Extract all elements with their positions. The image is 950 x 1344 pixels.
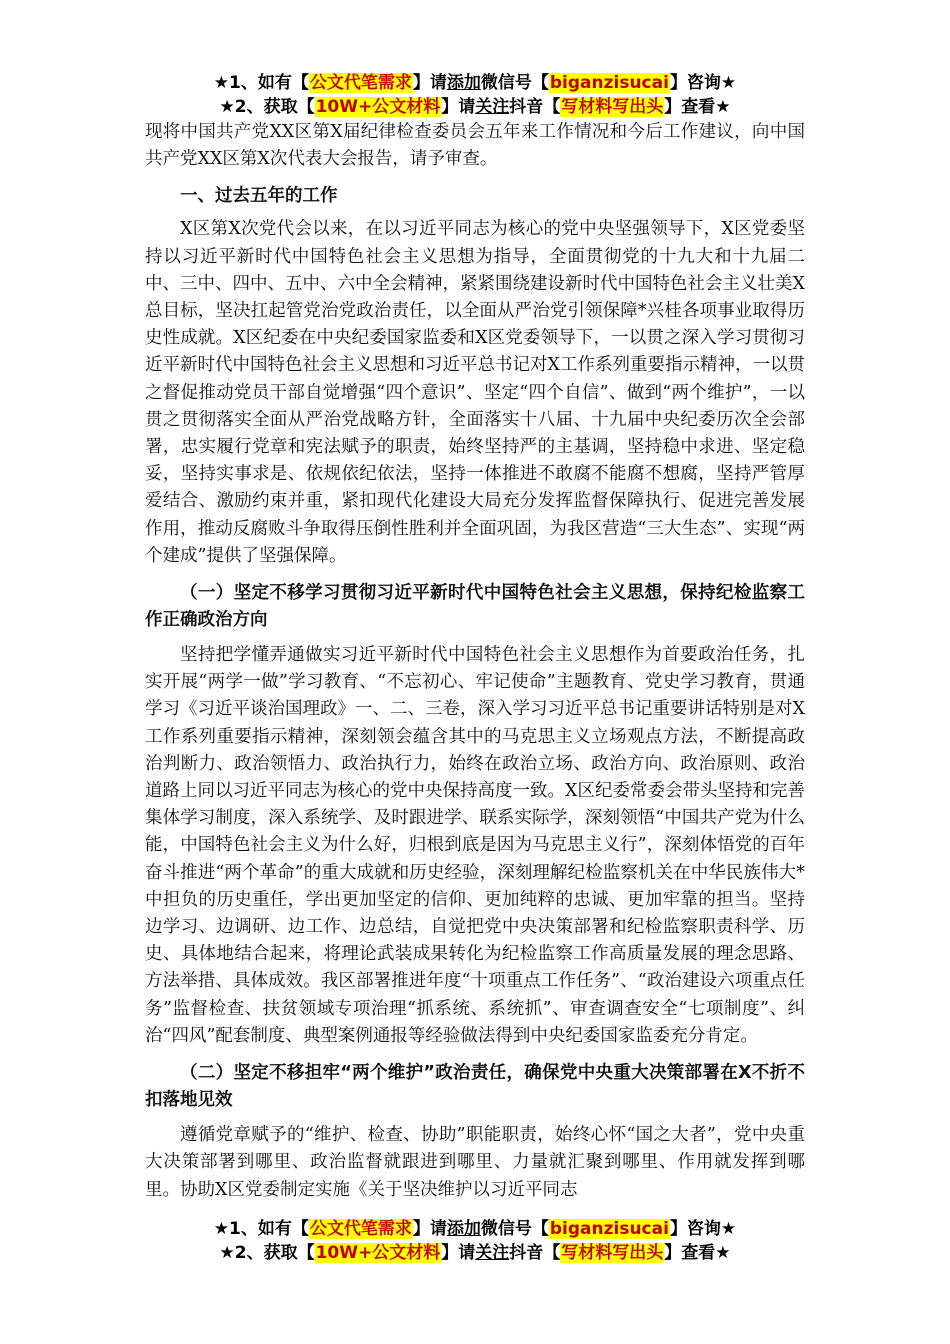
banner-text: 】请 [441,97,476,117]
banner-highlight: 10W+公文材料 [315,97,441,117]
banner-text: 】请 [412,1219,447,1239]
banner-underline: 添加 [446,73,481,93]
banner-text: 】请 [441,1243,476,1263]
banner-highlight: 公文代笔需求 [309,1219,412,1239]
banner-text: ★1、如有【 [213,73,309,93]
promo-banner-bottom-line2 [0,1240,950,1266]
banner-highlight: 公文代笔需求 [309,73,412,93]
banner-text: ★2、获取【 [219,97,315,117]
banner-highlight: biganzisucai [549,73,669,93]
subsection-heading: （二）坚定不移担牢“两个维护”政治责任，确保党中央重大决策部署在X不折不扣落地见效 [145,1063,805,1111]
banner-text: 抖音【 [509,97,561,117]
body-paragraph: 遵循党章赋予的“维护、检查、协助”职能职责，始终心怀“国之大者”，党中央重大决策部署到哪里、政治监督就跟进到哪里、力量就汇聚到哪里、作用就发挥到哪里。协助X区党委制定实施《关于坚决维护以习近平同志 [145,1125,805,1200]
banner-underline: 关注 [475,1243,510,1263]
section-heading: 一、过去五年的工作 [180,186,338,207]
promo-banner-top-line1 [0,70,950,96]
banner-text: 微信号【 [480,1219,549,1239]
intro-paragraph: 现将中国共产党XX区第X届纪律检查委员会五年来工作情况和今后工作建议，向中国共产党XX区第X次代表大会报告，请予审查。 [145,122,805,170]
banner-text: 】查看★ [664,97,731,117]
banner-text: 】咨询★ [669,73,737,93]
promo-banner-bottom-line1 [0,1216,950,1242]
banner-highlight: 写材料写出头 [561,97,664,117]
document-body [145,119,805,1204]
banner-underline: 添加 [446,1219,481,1239]
banner-text: 微信号【 [480,73,549,93]
banner-underline: 关注 [475,97,510,117]
banner-text: 】咨询★ [669,1219,737,1239]
banner-text: 抖音【 [509,1243,561,1263]
promo-banner-top-line2 [0,94,950,120]
banner-highlight: 写材料写出头 [561,1243,664,1263]
banner-text: ★2、获取【 [219,1243,315,1263]
body-paragraph: 坚持把学懂弄通做实习近平新时代中国特色社会主义思想作为首要政治任务，扎实开展“两学一做”学习教育、“不忘初心、牢记使命”主题教育、党史学习教育，贯通学习《习近平谈治国理政》一、二、三卷，深入学习习近平总书记重要讲话特别是对X工作系列重要指示精神，深刻领会蕴含其中的马克思主义立场观点方法，不断提高政治判断力、政治领悟力、政治执行力，始终在政治立场、政治方向、政治原则、政治道路上同以习近平同志为核心的党中央保持高度一致。X区纪委常委会带头坚持和完善集体学习制度，深入系统学、及时跟进学、联系实际学，深刻领悟“中国共产党为什么能，中国特色社会主义为什么好，归根到底是因为马克思主义行”，深刻体悟党的百年奋斗推进“两个革命”的重大成就和历史经验，深刻理解纪检监察机关在中华民族伟大*中担负的历史重任，学出更加坚定的信仰、更加纯粹的忠诚、更加牢靠的担当。坚持边学习、边调研、边工作、边总结，自觉把党中央决策部署和纪检监察职责科学、历史、具体地结合起来，将理论武装成果转化为纪检监察工作高质量发展的理念思路、方法举措、具体成效。我区部署推进年度“十项重点工作任务”、“政治建设六项重点任务”监督检查、扶贫领域专项治理“抓系统、系统抓”、审查调查安全“七项制度”、纠治“四风”配套制度、典型案例通报等经验做法得到中央纪委国家监委充分肯定。 [145,645,805,1046]
banner-text: ★1、如有【 [213,1219,309,1239]
banner-highlight: 10W+公文材料 [315,1243,441,1263]
banner-highlight: biganzisucai [549,1219,669,1239]
subsection-heading: （一）坚定不移学习贯彻习近平新时代中国特色社会主义思想，保持纪检监察工作正确政治方向 [145,583,805,631]
body-paragraph: X区第X次党代会以来，在以习近平同志为核心的党中央坚强领导下，X区党委坚持以习近平新时代中国特色社会主义思想为指导，全面贯彻党的十九大和十九届二中、三中、四中、五中、六中全会精神，紧紧围绕建设新时代中国特色社会主义壮美X总目标，坚决扛起管党治党政治责任，以全面从严治党引领保障*兴桂各项事业取得历史性成就。X区纪委在中央纪委国家监委和X区党委领导下，一以贯之深入学习贯彻习近平新时代中国特色社会主义思想和习近平总书记对X工作系列重要指示精神，一以贯之督促推动党员干部自觉增强“四个意识”、坚定“四个自信”、做到“两个维护”，一以贯之贯彻落实全面从严治党战略方针，全面落实十八届、十九届中央纪委历次全会部署，忠实履行党章和宪法赋予的职责，始终坚持严的主基调，坚持稳中求进、坚定稳妥，坚持实事求是、依规依纪依法，坚持一体推进不敢腐不能腐不想腐，坚持严管厚爱结合、激励约束并重，紧扣现代化建设大局充分发挥监督保障执行、促进完善发展作用，推动反腐败斗争取得压倒性胜利并全面巩固，为我区营造“三大生态”、实现“两个建成”提供了坚强保障。 [145,219,805,566]
banner-text: 】查看★ [664,1243,731,1263]
banner-text: 】请 [412,73,447,93]
